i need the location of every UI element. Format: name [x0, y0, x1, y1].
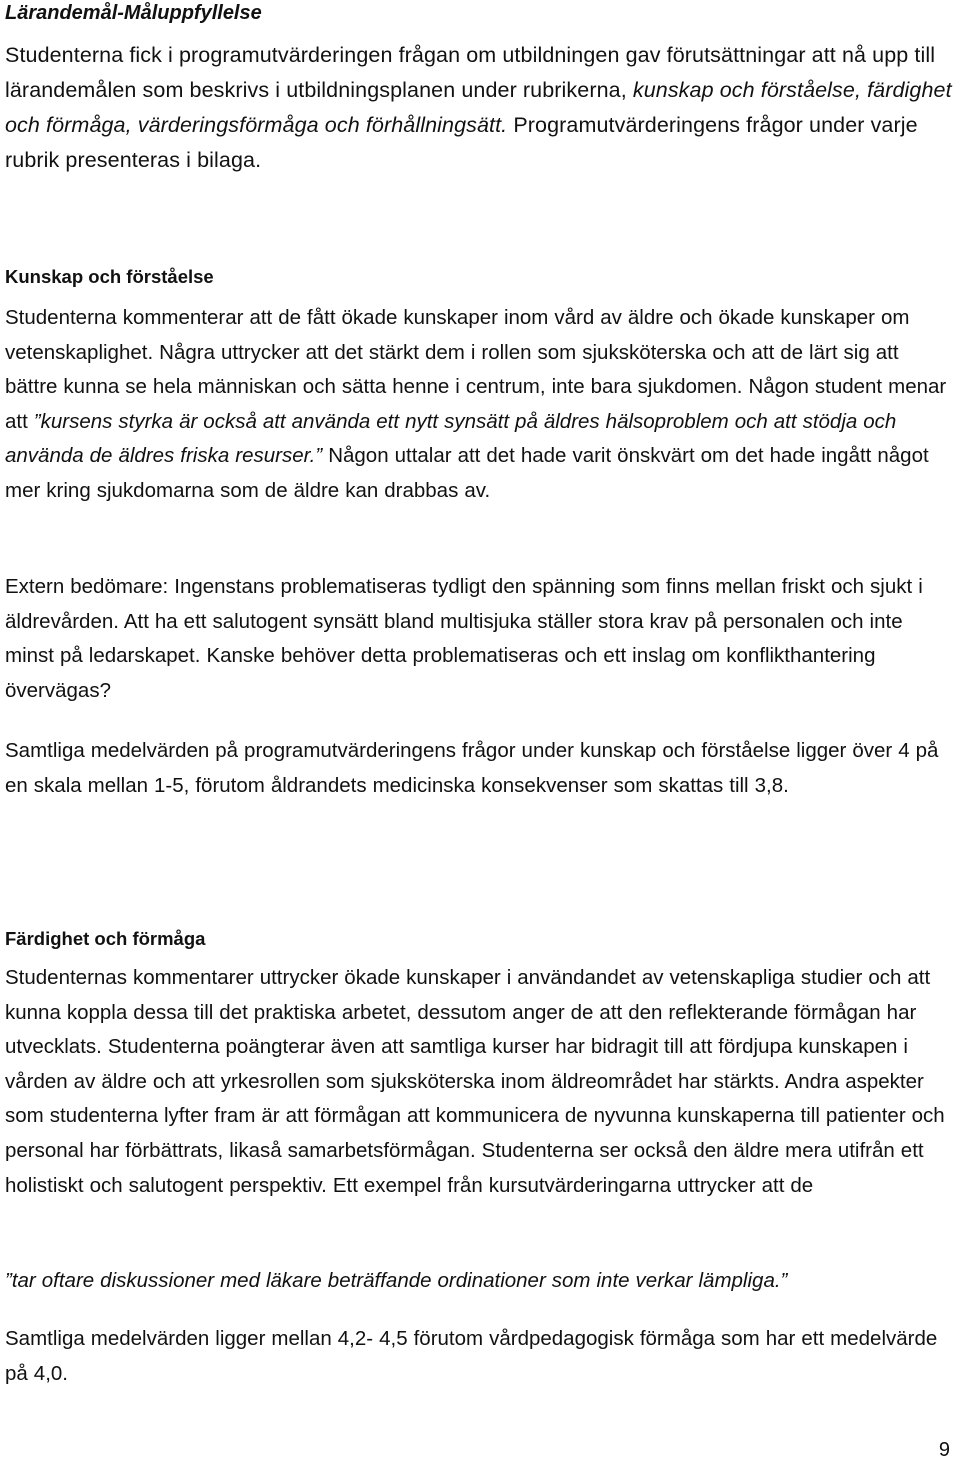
heading-fardighet: Färdighet och förmåga: [5, 928, 206, 949]
section-title: Lärandemål-Måluppfyllelse: [5, 2, 262, 24]
kunskap-text-1: Studenterna kommenterar att de fått ökade kunskaper inom vård av äldre och ökade kunskaper om vetenskaplighet. Några uttrycker att det stärkt dem i rollen som sjuksköterska och att de lärt sig att bättre kunna se hela människan och sätta henne i centrum, inte bara sjukdomen. Någon student menar att: [5, 306, 947, 433]
heading-kunskap: Kunskap och förståelse: [5, 266, 214, 287]
kunskap-paragraph-extern: Extern bedömare: Ingenstans problematiseras tydligt den spänning som finns mellan friskt och sjukt i äldrevården. Att ha ett salutogent synsätt bland multisjuka ställer stora krav på personalen och inte minst på ledarskapet. Kanske behöver detta problematiseras och ett inslag om konflikthantering övervägas?: [5, 575, 923, 702]
intro-text-1: Studenterna fick i programutvärderingen frågan om utbildningen gav förutsättningar att nå upp till lärandemålen som beskrivs i utbildningsplanen under rubrikerna,: [5, 43, 936, 102]
fardighet-paragraph-1: Studenternas kommentarer uttrycker ökade kunskaper i användandet av vetenskapliga studier och att kunna koppla dessa till det praktiska arbetet, dessutom anger de att den reflekterande förmågan har utvecklats. Studenterna poängterar även att samtliga kurser har bidragit till att fördjupa kunskapen i vården av äldre och att yrkesrollen som sjuksköterska inom äldreområdet har stärkts. Andra aspekter som studenterna lyfter fram är att förmågan att kommunicera de nyvunna kunskaperna till patienter och personal har förbättrats, likaså samarbetsförmågan. Studenterna ser också den äldre mera utifrån ett holistiskt och salutogent perspektiv. Ett exempel från kursutvärderingarna uttrycker att de: [5, 966, 945, 1197]
fardighet-quote: [5, 1264, 955, 1299]
fardighet-quote-text: ”tar oftare diskussioner med läkare beträffande ordinationer som inte verkar lämpliga.”: [5, 1269, 788, 1292]
fardighet-paragraph-medelvarden: Samtliga medelvärden ligger mellan 4,2- 4,5 förutom vårdpedagogisk förmåga som har ett medelvärde på 4,0.: [5, 1327, 938, 1385]
kunskap-paragraph-1: [5, 301, 955, 509]
kunskap-paragraph-medelvarden: Samtliga medelvärden på programutvärderingens frågor under kunskap och förståelse ligger över 4 på en skala mellan 1-5, förutom åldrandets medicinska konsekvenser som skattas till 3,8.: [5, 739, 939, 797]
kunskap-text-2: Någon uttalar att det hade varit önskvärt om det hade ingått något mer kring sjukdomarna som de äldre kan drabbas av.: [5, 444, 929, 502]
page-number: 9: [938, 1439, 950, 1461]
intro-paragraph: [5, 38, 953, 178]
intro-text-2: Programutvärderingens frågor under varje rubrik presenteras i bilaga.: [5, 113, 918, 172]
intro-italic-rubrics: kunskap och förståelse, färdighet och förmåga, värderingsförmåga och förhållningsätt.: [5, 78, 952, 137]
kunskap-student-quote: ”kursens styrka är också att använda ett nytt synsätt på äldres hälsoproblem och att stödja och använda de äldres friska resurser.”: [5, 409, 897, 468]
